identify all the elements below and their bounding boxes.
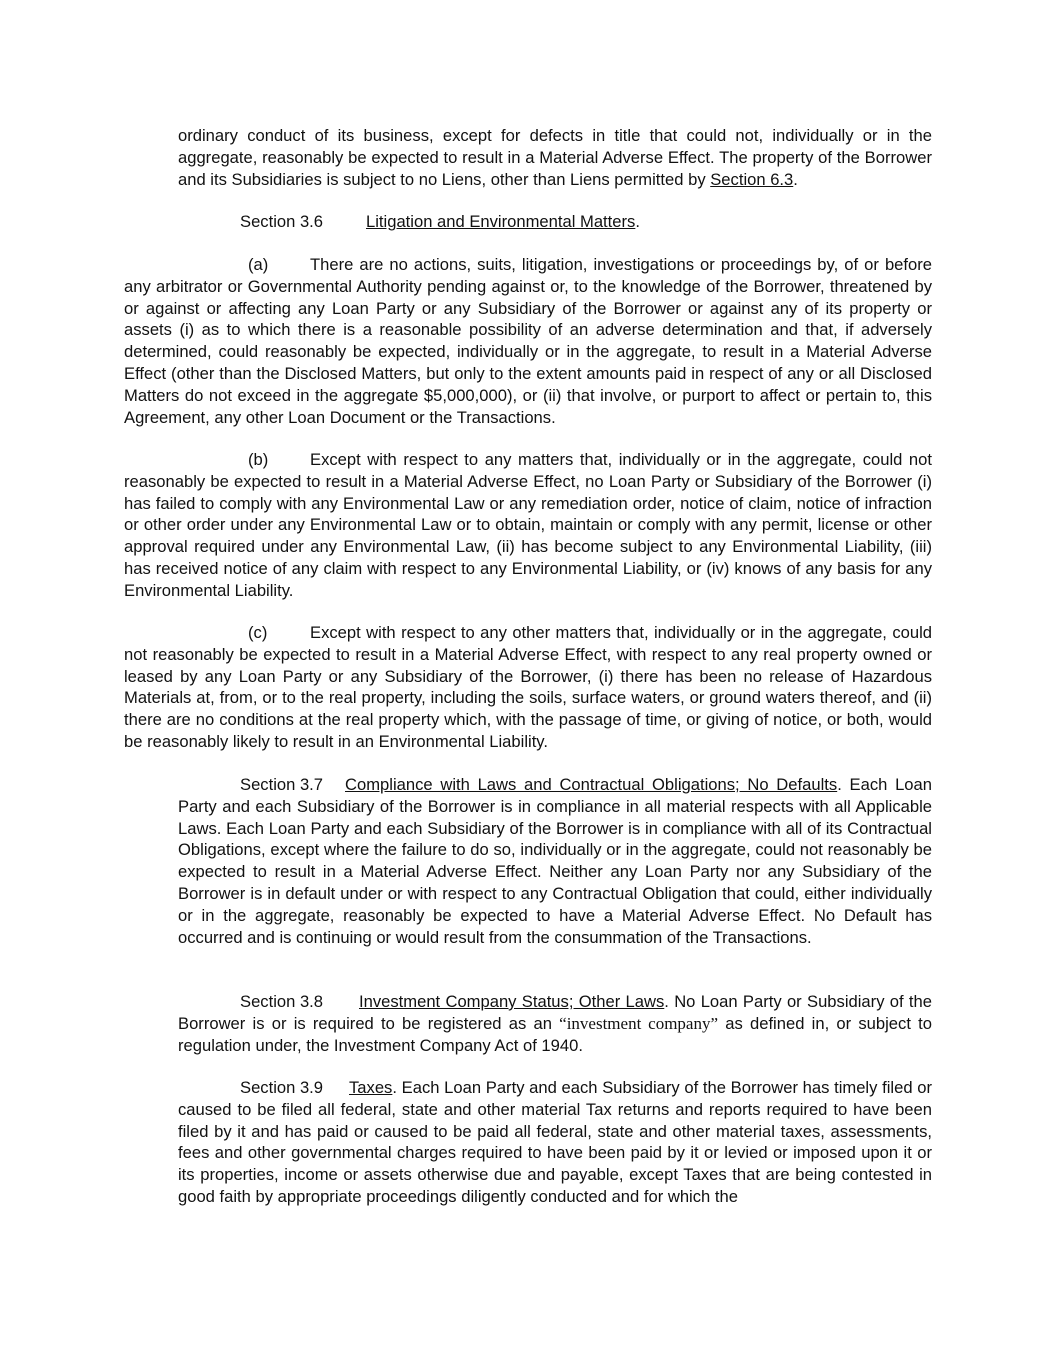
clause-3-6-b (124, 449, 932, 602)
section-text: . Each Loan Party and each Subsidiary of the Borrower is in compliance in all material respects with all Applicable Laws. Each Loan Party and each Subsidiary of the Borrower is in compliance with all of its Contractual Obligations, except where the failure to do so, individually or in the aggregate, could not reasonably be expected to result in a Material Adverse Effect. Neither any Loan Party nor any Subsidiary of the Borrower is in default under or with respect to any Contractual Obligation that could, either individually or in the aggregate, reasonably be expected to have a Material Adverse Effect. No Default has occurred and is continuing or would result from the consummation of the Transactions. (178, 775, 932, 947)
clause-label: (a) (248, 255, 269, 274)
section-title: Litigation and Environmental Matters (366, 212, 636, 231)
section-number: Section 3.6 (240, 212, 324, 231)
section-number: Section 3.8 (240, 992, 324, 1011)
section-6-3-reference: Section 6.3 (710, 169, 794, 189)
section-title: Compliance with Laws and Contractual Obligations; No Defaults (345, 775, 838, 794)
quoted-term: “investment company” (559, 1013, 719, 1033)
section-3-8: Section 3.8 Investment Company Status; Other Laws. No Loan Party or Subsidiary of the Borrower is or is required to be registered as an “investment company” as defined in, or subject to regulation under, the Investment Company Act of 1940. (178, 992, 932, 1055)
clause-label: (b) (248, 450, 269, 469)
intro-paragraph: ordinary conduct of its business, except for defects in title that could not, individually or in the aggregate, reasonably be expected to result in a Material Adverse Effect. The property of the Borrower and its Subsidiaries is subject to no Liens, other than Liens permitted by Section 6.3. (178, 126, 932, 189)
clause-3-6-a (124, 254, 932, 428)
clause-label: (c) (248, 623, 268, 642)
section-3-7 (178, 774, 932, 948)
section-title: Investment Company Status; Other Laws (359, 992, 665, 1011)
clause-text: Except with respect to any other matters that, individually or in the aggregate, could not reasonably be expected to result in a Material Adverse Effect, with respect to any real property owned or leased by any Loan Party or any Subsidiary of the Borrower, (i) there has been no release of Hazardous Materials at, from, or to the real property, including the soils, surface waters, or ground waters thereof, and (ii) there are no conditions at the real property which, with the passage of time, or giving of notice, or both, would be reasonably likely to result in an Environmental Liability. (124, 623, 932, 751)
section-number: Section 3.9 (240, 1078, 324, 1097)
section-number: Section 3.7 (240, 775, 324, 794)
intro-text: ordinary conduct of its business, except for defects in title that could not, individually or in the aggregate, reasonably be expected to result in a Material Adverse Effect. The property of the Borrower and its Subsidiaries is subject to no Liens, other than Liens permitted by (178, 126, 932, 189)
clause-text: There are no actions, suits, litigation, investigations or proceedings by, of or before any arbitrator or Governmental Authority pending against or, to the knowledge of the Borrower, threatened by or against or affecting any Loan Party or any Subsidiary of the Borrower or against any of its property or assets (i) as to which there is a reasonable possibility of an adverse determination and that, if adversely determined, could reasonably be expected, individually or in the aggregate, to result in a Material Adverse Effect (other than the Disclosed Matters, but only to the extent amounts paid in respect of any or all Disclosed Matters do not exceed in the aggregate $5,000,000), or (ii) that involve, or purport to affect or pertain to, this Agreement, any other Loan Document or the Transactions. (124, 255, 932, 427)
section-3-9 (178, 1077, 932, 1208)
clause-3-6-c (124, 622, 932, 753)
section-3-6-heading: Section 3.6 Litigation and Environmental Matters. (240, 212, 640, 231)
section-text: . Each Loan Party and each Subsidiary of the Borrower has timely filed or caused to be filed all federal, state and other material Tax returns and reports required to have been filed by it and has paid or caused to be paid all federal, state and other material taxes, assessments, fees and other governmental charges required to have been paid by it or levied or imposed upon it or its properties, income or assets otherwise due and payable, except Taxes that are being contested in good faith by appropriate proceedings diligently conducted and for which the (178, 1078, 932, 1206)
clause-text: Except with respect to any matters that, individually or in the aggregate, could not reasonably be expected to result in a Material Adverse Effect, no Loan Party or Subsidiary of the Borrower (i) has failed to comply with any Environmental Law or any remediation order, notice of claim, notice of infraction or other order under any Environmental Law or to obtain, maintain or comply with any permit, license or other approval required under any Environmental Law, (ii) has become subject to any Environmental Liability, (iii) has received notice of any claim with respect to any Environmental Liability, or (iv) knows of any basis for any Environmental Liability. (124, 450, 932, 600)
section-title: Taxes (349, 1078, 393, 1097)
